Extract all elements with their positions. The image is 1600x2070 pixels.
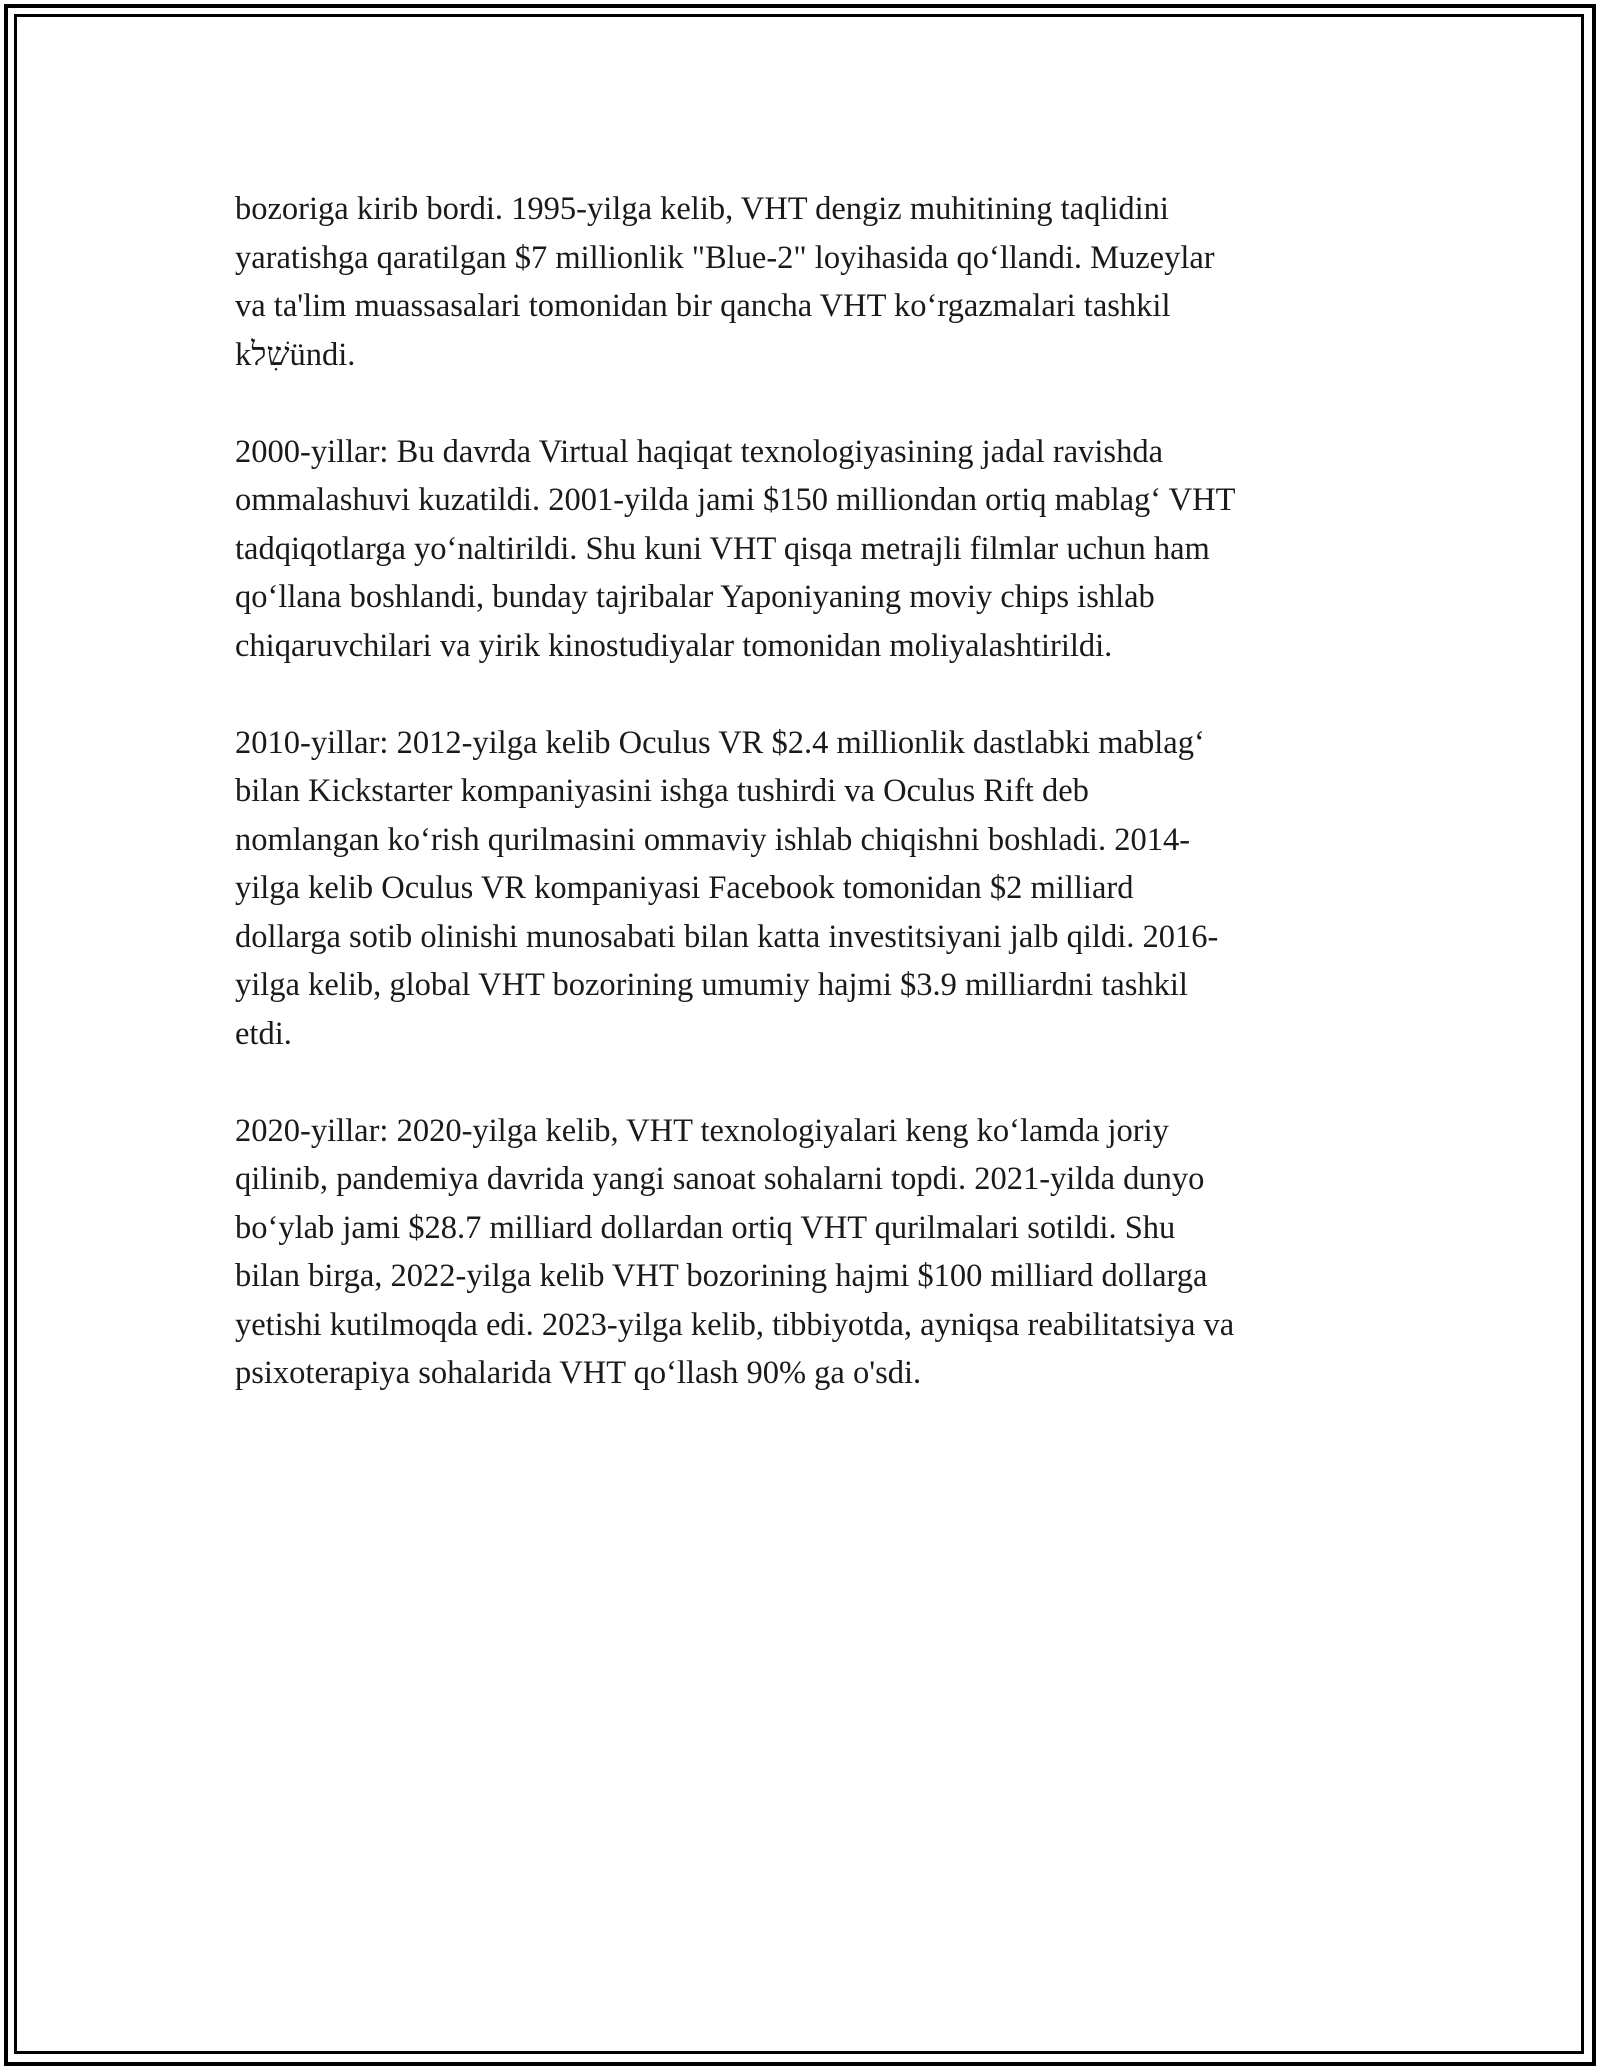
document-body bbox=[235, 185, 1375, 1446]
paragraph-2010s: 2010-yillar: 2012-yilga kelib Oculus VR $2.4 millionlik dastlabki mablag‘ bilan Kickstarter kompaniyasini ishga tushirdi va Oculus Rift deb nomlangan ko‘rish qurilmasini ommaviy ishlab chiqishni boshladi. 2014- yilga kelib Oculus VR kompaniyasi Facebook tomonidan $2 milliard dollarga sotib olinishi munosabati bilan katta investitsiyani jalb qildi. 2016- yilga kelib, global VHT bozorining umumiy hajmi $3.9 milliardni tashkil etdi. bbox=[235, 724, 1219, 1052]
paragraph-1990s-continuation: bozoriga kirib bordi. 1995-yilga kelib, VHT dengiz muhitining taqlidini yaratishga qaratilgan $7 millionlik "Blue-2" loyihasida qo‘llandi. Muzeylar va ta'lim muassasalari tomonidan bir qancha VHT ko‘rgazmalari tashkil kשִׁלündi. bbox=[235, 191, 1215, 373]
paragraph-2000s: 2000-yillar: Bu davrda Virtual haqiqat texnologiyasining jadal ravishda ommalashuvi kuzatildi. 2001-yilda jami $150 milliondan ortiq mablag‘ VHT tadqiqotlarga yo‘naltirildi. Shu kuni VHT qisqa metrajli filmlar uchun ham qo‘llana boshlandi, bunday tajribalar Yaponiyaning moviy chips ishlab chiqaruvchilari va yirik kinostudiyalar tomonidan moliyalashtirildi. bbox=[235, 433, 1236, 664]
paragraph-2020s: 2020-yillar: 2020-yilga kelib, VHT texnologiyalari keng ko‘lamda joriy qilinib, pandemiya davrida yangi sanoat sohalarni topdi. 2021-yilda dunyo bo‘ylab jami $28.7 milliard dollardan ortiq VHT qurilmalari sotildi. Shu bilan birga, 2022-yilga kelib VHT bozorining hajmi $100 milliard dollarga yetishi kutilmoqda edi. 2023-yilga kelib, tibbiyotda, ayniqsa reabilitatsiya va psixoterapiya sohalarida VHT qo‘llash 90% ga o'sdi. bbox=[235, 1112, 1235, 1391]
